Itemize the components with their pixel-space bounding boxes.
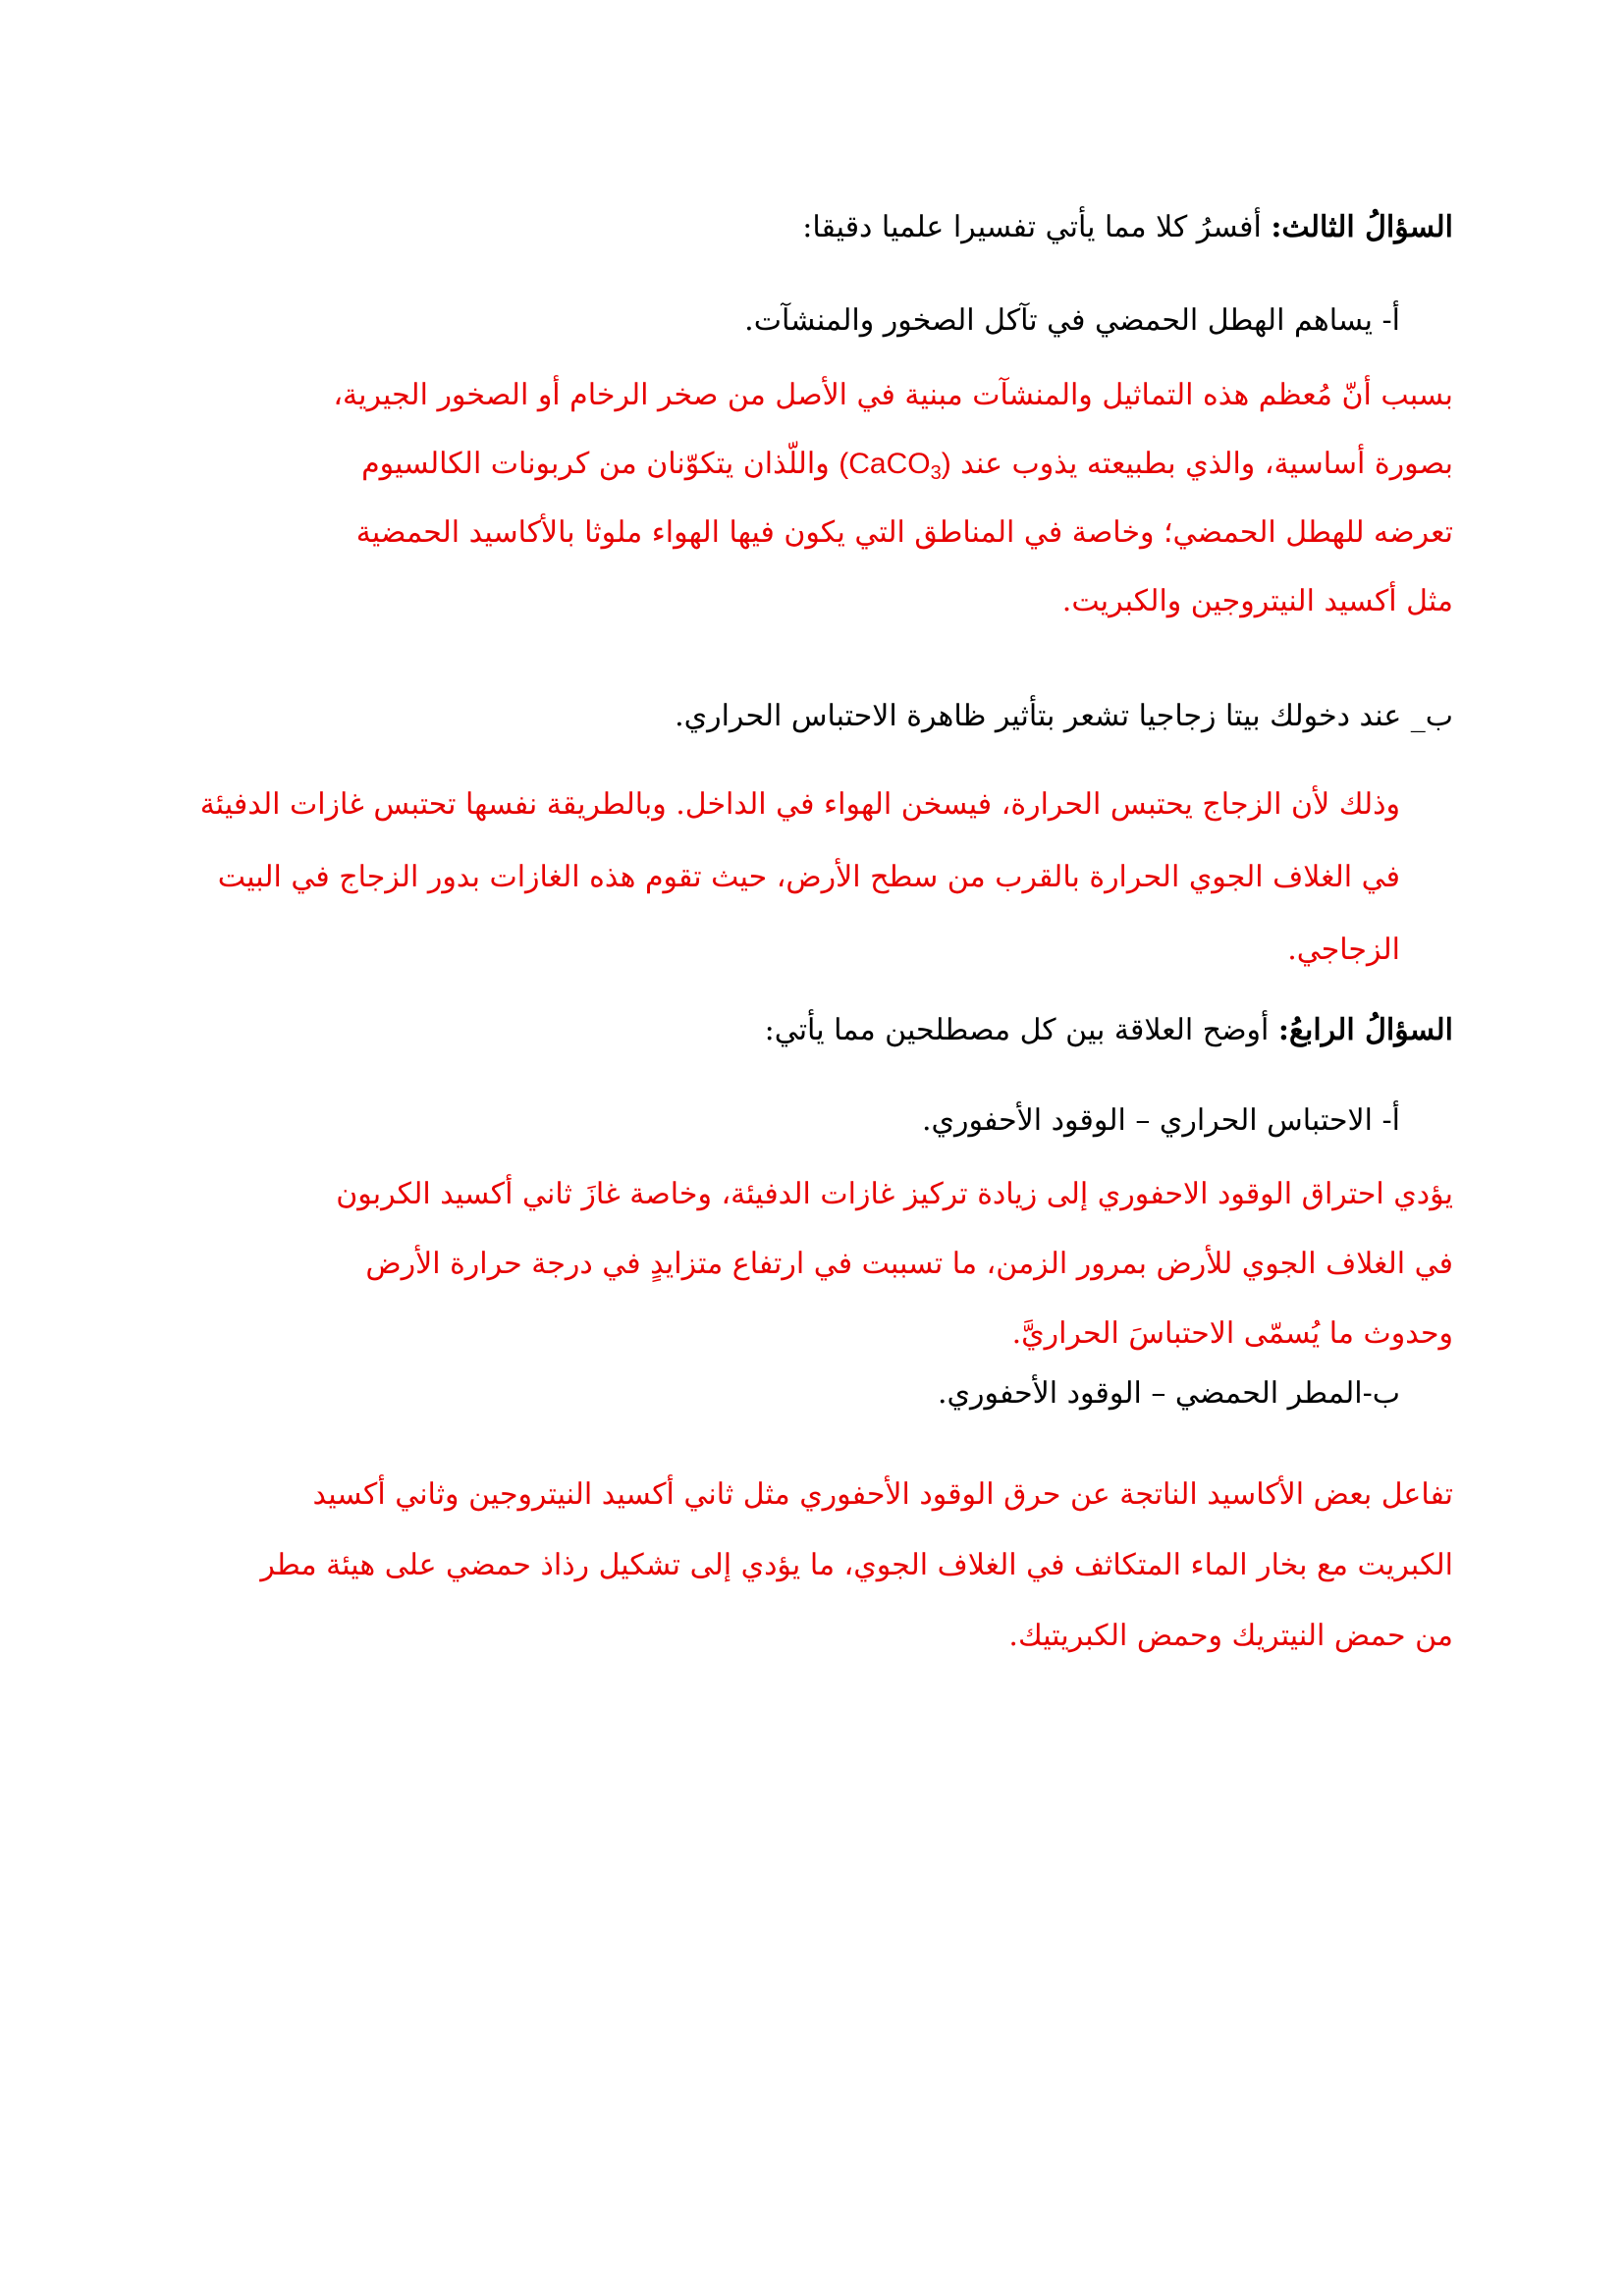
question-4-label: السؤالُ الرابعُ:: [1277, 1013, 1453, 1047]
answer-3b-line-3: الزجاجي.: [1287, 933, 1400, 967]
chemical-formula: [839, 448, 951, 484]
answer-3b-line-1: وذلك لأن الزجاج يحتبس الحرارة، فيسخن الهواء في الداخل. وبالطريقة نفسها تحتبس غازات الدفيئة: [199, 787, 1400, 822]
question-3-label: السؤالُ الثالث:: [1271, 210, 1453, 244]
answer-4a-line-3: وحدوث ما يُسمّى الاحتباسَ الحراريَّ.: [1011, 1316, 1453, 1351]
question-3-instruction: أفسرُ كلا مما يأتي تفسيرا علميا دقيقا:: [802, 210, 1262, 244]
answer-3a-line-2-start: بصورة أساسية، والذي بطبيعته يذوب عند: [950, 447, 1453, 481]
answer-3a-line-2: [361, 445, 1453, 493]
question-4-heading: [765, 1011, 1453, 1050]
question-4-instruction: أوضح العلاقة بين كل مصطلحين مما يأتي:: [764, 1013, 1270, 1047]
answer-4b-line-1: تفاعل بعض الأكاسيد الناتجة عن حرق الوقود الأحفوري مثل ثاني أكسيد النيتروجين وثاني أكسيد: [312, 1477, 1453, 1512]
answer-4b-line-3: من حمض النيتريك وحمض الكبريتيك.: [1008, 1619, 1453, 1653]
formula-main: (CaCO: [839, 448, 931, 480]
question-3-item-a: أ- يساهم الهطل الحمضي في تآكل الصخور والمنشآت.: [744, 303, 1400, 338]
answer-3a-line-1: بسبب أنّ مُعظم هذه التماثيل والمنشآت مبنية في الأصل من صخر الرخام أو الصخور الجيرية،: [333, 378, 1453, 412]
question-4-item-b: ب-المطر الحمضي – الوقود الأحفوري.: [937, 1376, 1400, 1411]
answer-3a-line-2-end: واللّذان يتكوّنان من كربونات الكالسيوم: [361, 447, 839, 481]
question-3-item-b: ب_ عند دخولك بيتا زجاجيا تشعر بتأثير ظاهرة الاحتباس الحراري.: [675, 699, 1453, 733]
question-4-item-a: أ- الاحتباس الحراري – الوقود الأحفوري.: [921, 1103, 1400, 1138]
answer-4b-line-2: الكبريت مع بخار الماء المتكاثف في الغلاف الجوي، ما يؤدي إلى تشكيل رذاذ حمضي على هيئة مطر: [260, 1548, 1453, 1582]
question-3-heading: [802, 208, 1453, 247]
answer-4a-line-1: يؤدي احتراق الوقود الاحفوري إلى زيادة تركيز غازات الدفيئة، وخاصة غازَ ثاني أكسيد الكربون: [336, 1177, 1453, 1211]
formula-subscript: 3: [930, 462, 942, 484]
answer-4a-line-2: في الغلاف الجوي للأرض بمرور الزمن، ما تسببت في ارتفاع متزايدٍ في درجة حرارة الأرض: [365, 1247, 1453, 1281]
formula-close: ): [941, 448, 951, 480]
answer-3a-line-3: تعرضه للهطل الحمضي؛ وخاصة في المناطق التي يكون فيها الهواء ملوثا بالأكاسيد الحمضية: [355, 515, 1453, 550]
answer-3b-line-2: في الغلاف الجوي الحرارة بالقرب من سطح الأرض، حيث تقوم هذه الغازات بدور الزجاج في البيت: [217, 860, 1400, 894]
answer-3a-line-4: مثل أكسيد النيتروجين والكبريت.: [1061, 584, 1453, 618]
